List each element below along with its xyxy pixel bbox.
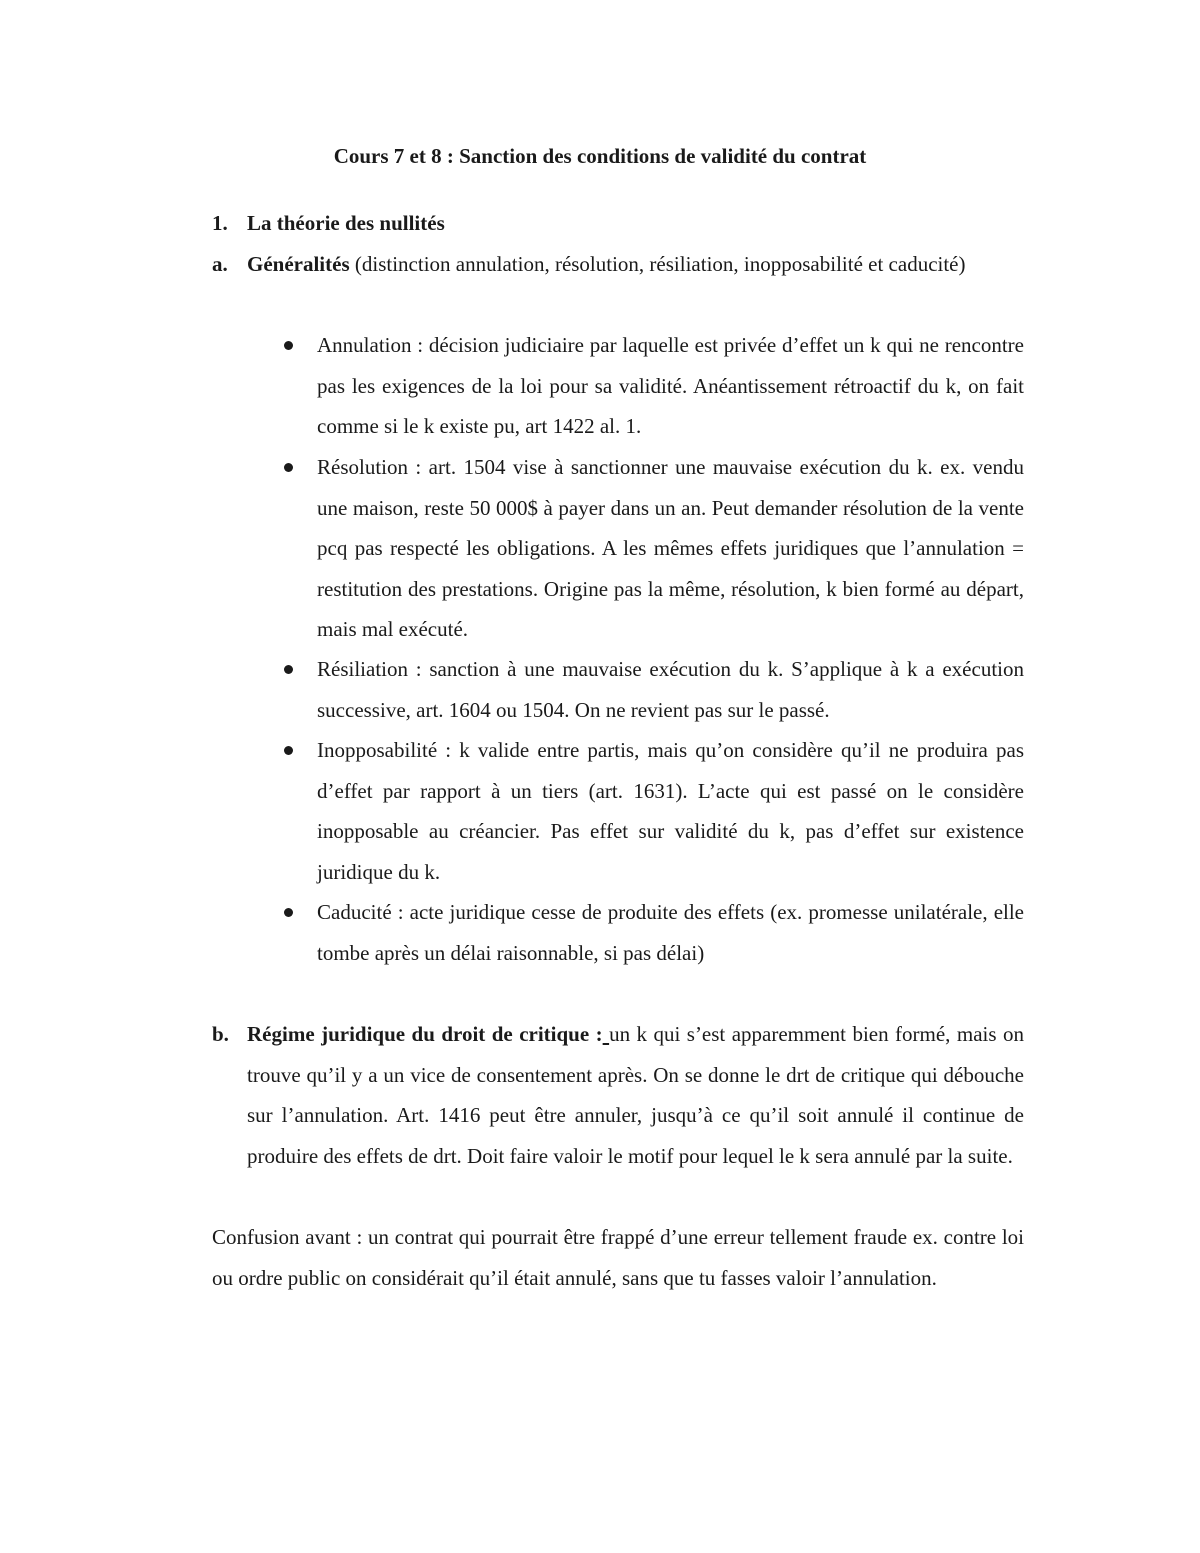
section-b-text: un k qui s’est apparemment bien formé, mais on trouve qu’il y a un vice de consentement après. On se donne le drt de critique qui débouche sur l’annulation. Art. 1416 peut être annuler, jusqu’à ce qu’il soit annulé il continue de produire des effets de drt. Doit faire valoir le motif pour lequel le k sera annulé par la suite. xyxy=(247,1022,1024,1168)
section-b-heading: Régime juridique du droit de critique : xyxy=(247,1022,603,1046)
section-a-paragraph xyxy=(247,244,1024,285)
section-1-number: 1. xyxy=(212,211,228,235)
bullet-resiliation: Résiliation : sanction à une mauvaise exécution du k. S’applique à k a exécution successive, art. 1604 ou 1504. On ne revient pas sur le passé. xyxy=(317,657,1024,722)
section-a-letter: a. xyxy=(212,252,228,276)
bullet-resolution: Résolution : art. 1504 vise à sanctionner une mauvaise exécution du k. ex. vendu une maison, reste 50 000$ à payer dans un an. Peut demander résolution de la vente pcq pas respecté les obligations. A les mêmes effets juridiques que l’annulation = restitution des prestations. Origine pas la même, résolution, k bien formé au départ, mais mal exécuté. xyxy=(317,455,1024,641)
section-a-text: (distinction annulation, résolution, résiliation, inopposabilité et caducité) xyxy=(349,252,966,276)
closing-paragraph: Confusion avant : un contrat qui pourrait être frappé d’une erreur tellement fraude ex. contre loi ou ordre public on considérait qu’il était annulé, sans que tu fasses valoir l’annulation. xyxy=(212,1225,1024,1290)
section-b-paragraph xyxy=(247,1014,1024,1176)
bullet-dot-icon xyxy=(284,746,293,755)
bullet-inopposabilite: Inopposabilité : k valide entre partis, mais qu’on considère qu’il ne produira pas d’effet par rapport à un tiers (art. 1631). L’acte qui est passé on le considère inopposable au créancier. Pas effet sur validité du k, pas d’effet sur existence juridique du k. xyxy=(317,738,1024,884)
document-title: Cours 7 et 8 : Sanction des conditions de validité du contrat xyxy=(333,144,867,168)
section-a-heading: Généralités xyxy=(247,252,350,276)
bullet-dot-icon xyxy=(284,341,293,350)
bullet-dot-icon xyxy=(284,908,293,917)
bullet-dot-icon xyxy=(284,665,293,674)
bullet-annulation: Annulation : décision judiciaire par laquelle est privée d’effet un k qui ne rencontre pas les exigences de la loi pour sa validité. Anéantissement rétroactif du k, on fait comme si le k existe pu, art 1422 al. 1. xyxy=(317,333,1024,438)
bullet-caducite: Caducité : acte juridique cesse de produite des effets (ex. promesse unilatérale, elle tombe après un délai raisonnable, si pas délai) xyxy=(317,900,1024,965)
bullet-dot-icon xyxy=(284,463,293,472)
section-1-heading: La théorie des nullités xyxy=(247,211,445,235)
section-b-letter: b. xyxy=(212,1022,229,1046)
